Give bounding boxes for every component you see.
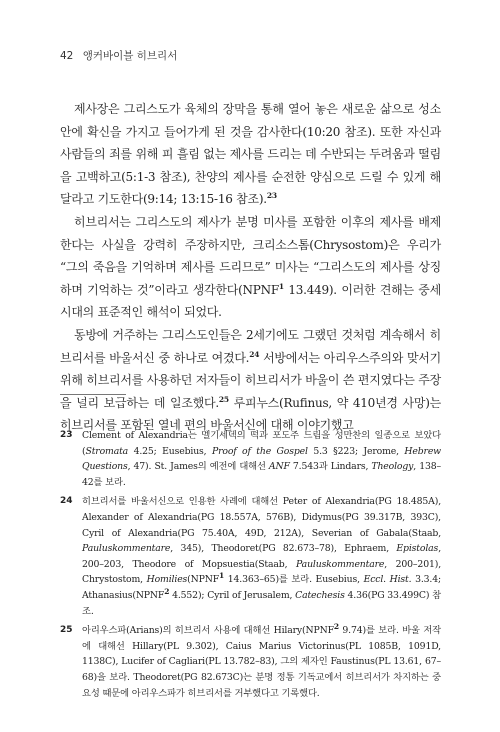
- footnote-reference: 24: [249, 349, 260, 359]
- footnote: [60, 494, 441, 619]
- italic-text: Eccl. Hist.: [363, 574, 412, 586]
- page-number: 42: [60, 50, 74, 62]
- footnote-reference: 1: [219, 571, 225, 581]
- text-run: 제사장은 그리스도가 육체의 장막을 통해 열어 놓은 새로운 삶으로 성소 안에 확신을 가지고 들어가게 된 것을 감사한다(10:20 참조). 또한 자신과 사람들의 죄를 위해 피 흘림 없는 제사를 드리는 데 수반되는 두려움과 떨림을 고백하고(5:1-3 참조), 찬양의 제사를 순전한 양심으로 드릴 수 있게 해달라고 기도한다(9:14; 13:15-16 참조).: [60, 102, 441, 207]
- italic-text: Pauluskommentare: [295, 558, 385, 570]
- text-run: (NPNF: [187, 574, 220, 586]
- body-paragraph: [60, 324, 441, 437]
- body-paragraph: [60, 98, 441, 211]
- italic-text: Hebrew Questions: [82, 445, 441, 473]
- footnote-text: [82, 494, 441, 619]
- italic-text: Pauluskommentare: [82, 543, 171, 555]
- text-run: Clement of Alexandria는 멜기세덱의 떡과 포도주 드림을 성만찬의 일종으로 보았다(: [82, 430, 441, 457]
- italic-text: Catechesis: [295, 589, 345, 601]
- footnote: [60, 428, 441, 490]
- italic-text: Epistolas: [396, 543, 439, 555]
- text-run: 4.552); Cyril of Jerusalem,: [169, 589, 296, 601]
- running-title: 앵커바이블 히브리서: [82, 50, 178, 62]
- text-run: 3.3.4; Athanasius(NPNF: [82, 574, 441, 601]
- footnote-number: 23: [60, 430, 73, 440]
- text-run: 4.36(PG 33.499C) 참조.: [82, 589, 441, 617]
- footnote-reference: 25: [218, 394, 229, 404]
- text-run: 히브리서를 바울서신으로 인용한 사례에 대해선 Peter of Alexandria(PG 18.485A), Alexander of Alexandria(PG 18.557A, 576B), Didymus(PG 39.317B, 393C), Cyril of Alexandria(PG 75.40A, 49D, 212A), Severian of Gabala(Staab,: [82, 496, 441, 539]
- text-run: 동방에 거주하는 그리스도인들은 2세기에도 그랬던 것처럼 계속해서 히브리서를 바울서신 중 하나로 여겼다.: [60, 327, 441, 365]
- text-run: , 47). St. James의 예전에 대해선: [127, 461, 269, 473]
- text-run: 9.74)를 보라. 바울 저작에 대해선 Hillary(PL 9.302), Caius Marius Victorinus(PL 1085B, 1091D, 1138C), Lucifer of Cagliari(PL 13.782–83), 그의 제자인 Faustinus(PL 13.61, 67–68)을 보라. Theodoret(PG 82.673C)는 분명 정통 기독교에서 히브리서가 차지하는 중요성 때문에 아리우스파가 히브리서를 거부했다고 기록했다.: [82, 625, 441, 699]
- text-run: 아리우스파(Arians)의 히브리서 사용에 대해선 Hilary(NPNF: [82, 625, 334, 637]
- text-run: 7.543과 Lindars,: [289, 461, 372, 473]
- italic-text: Theology: [371, 461, 414, 473]
- main-text: [60, 98, 441, 437]
- footnote-reference: 2: [333, 622, 339, 632]
- footnote-text: [82, 623, 441, 701]
- footnote-reference: 2: [164, 586, 170, 596]
- footnote-number: 25: [60, 625, 73, 636]
- footnote: [60, 623, 441, 701]
- text-run: 14.363–65)를 보라. Eusebius,: [224, 574, 364, 586]
- footnotes: [60, 428, 441, 705]
- footnote-text: [82, 428, 441, 490]
- footnote-divider: [60, 394, 126, 395]
- text-run: , 200–201), Chrystostom,: [82, 558, 441, 586]
- text-run: 히브리서는 그리스도의 제사가 분명 미사를 포함한 이후의 제사를 배제한다는 사실을 강력히 주장하지만, 크리소스톰(Chrysostom)은 우리가 “그의 죽음을 기억하며 제사를 드리므로” 미사는 “그리스도의 제사를 상징하며 기억하는 것”이라고 생각한다(NPNF: [60, 214, 441, 297]
- text-run: , 200–203, Theodore of Mopsuestia(Staab,: [82, 543, 441, 570]
- italic-text: Homilies: [146, 574, 188, 586]
- text-run: , 345), Theodoret(PG 82.673–78), Ephraem,: [170, 543, 397, 555]
- body-paragraph: [60, 211, 441, 324]
- text-run: 루피누스(Rufinus, 약 410년경 사망)는 히브리서를 포함된 열네 편의 바울서신에 대해 이야기했고: [60, 395, 441, 433]
- text-run: 4.25; Eusebius,: [128, 445, 212, 457]
- footnote-number: 24: [60, 496, 73, 507]
- text-run: , 138–42를 보라.: [82, 461, 441, 488]
- italic-text: Proof of the Gospel: [211, 445, 308, 457]
- text-run: 서방에서는 아리우스주의와 맞서기 위해 히브리서를 사용하던 저자들이 히브리서가 바울이 쓴 편지였다는 주장을 널리 보급하는 데 일조했다.: [60, 350, 441, 410]
- footnote-reference: 23: [266, 191, 277, 201]
- footnote-reference: 1: [278, 281, 284, 291]
- text-run: 13.449). 이러한 견해는 중세 시대의 표준적인 해석이 되었다.: [60, 282, 441, 320]
- running-header: [60, 48, 177, 63]
- text-run: 5.3 §223; Jerome,: [307, 445, 405, 457]
- italic-text: ANF: [268, 461, 290, 473]
- italic-text: Stromata: [85, 445, 129, 457]
